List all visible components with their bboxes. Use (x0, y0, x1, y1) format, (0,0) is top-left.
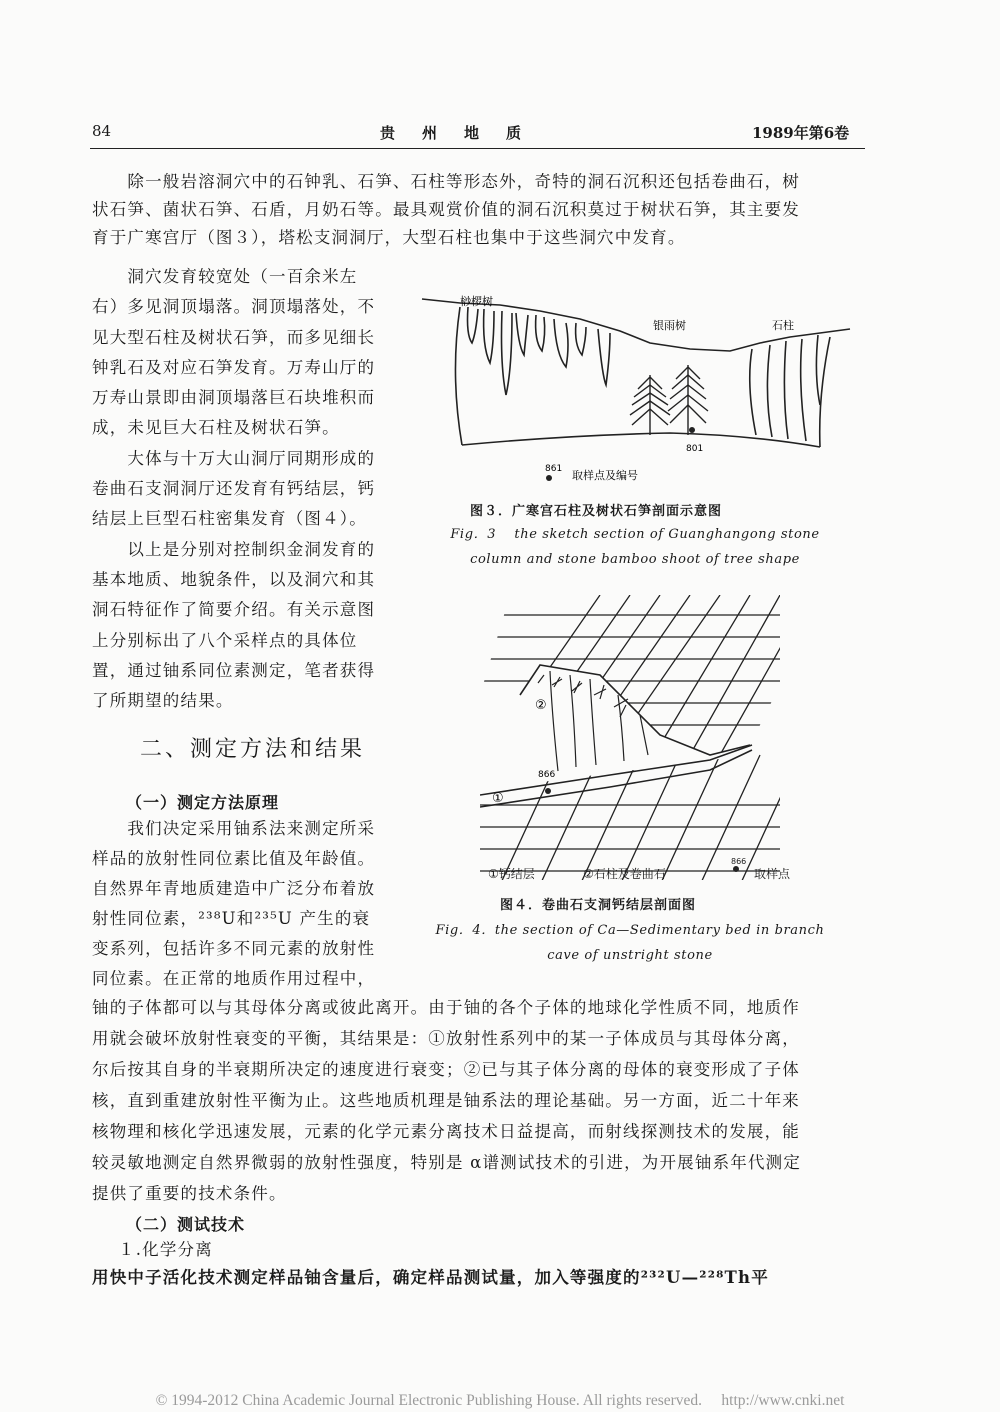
left-column-text-2 (92, 814, 412, 994)
text-line: 以上是分别对控制织金洞发育的 (92, 539, 376, 559)
text-line: 核，直到重建放射性平衡为止。这些地质机理是铀系法的理论基础。另一方面，近二十年来 (92, 1091, 800, 1110)
text-line: 万寿山景即由洞顶塌落巨石块堆积而 (92, 388, 376, 408)
legend-sample-dot (546, 475, 552, 481)
fig3-label-pillar: 石柱 (772, 319, 794, 332)
text-line: 尔后按其自身的半衰期所决定的速度进行衰变；②已与其子体分离的母体的衰变形成了子体 (92, 1060, 800, 1079)
fig3-caption-en (440, 522, 830, 572)
text-line: 自然界年青地质建造中广泛分布着放 (92, 879, 376, 898)
text-line: 用就会破坏放射性衰变的平衡，其结果是：①放射性系列中的某一子体成员与其母体分离， (92, 1029, 800, 1048)
fig4-mark-2: ② (535, 698, 547, 713)
figure-3-diagram (420, 285, 860, 490)
text-line: 成，未见巨大石柱及树状石笋。 (92, 418, 340, 438)
text-line: 状石笋、菌状石笋、石盾，月奶石等。最具观赏价值的洞石沉积莫过于树状石笋，其主要发 (92, 200, 800, 219)
fig3-label-yinyu: 银雨树 (653, 319, 686, 332)
fig3-legend-number: 861 (545, 464, 563, 474)
text-line: 见大型石柱及树状石笋，而多见细长 (92, 327, 376, 347)
fig4-legend-2: ②石柱及卷曲石 (583, 867, 666, 881)
text-line: 射性同位素，²³⁸U和²³⁵U 产生的衰 (92, 909, 371, 928)
left-column-text (92, 262, 412, 716)
header-rule (90, 148, 865, 149)
text-line: 育于广寒宫厅（图３），塔松支洞洞厅，大型石柱也集中于这些洞穴中发育。 (92, 228, 686, 247)
issue-label: 1989年第6卷 (752, 124, 850, 142)
text-line: 基本地质、地貌条件，以及洞穴和其 (92, 569, 376, 589)
fig3-sample-number: 801 (686, 444, 704, 454)
body-last-line: 用快中子活化技术测定样品铀含量后，确定样品测试量，加入等强度的²³²U—²²⁸Th平 (92, 1268, 769, 1287)
fig4-caption-en (420, 918, 840, 968)
page-number: 84 (92, 122, 112, 140)
subsection-title-2: （二）测试技术 (126, 1215, 246, 1234)
text-line: 除一般岩溶洞穴中的石钟乳、石笋、石柱等形态外，奇特的洞石沉积还包括卷曲石，树 (92, 172, 800, 191)
caption-line: Fig．4．the section of Ca—Sedimentary bed in branch (435, 923, 825, 938)
caption-line: Fig．3 the sketch section of Guanghangong stone (450, 527, 820, 542)
text-line: 同位素。在正常的地质作用过程中， (92, 969, 376, 988)
text-line: 卷曲石支洞洞厅还发育有钙结层，钙 (92, 479, 376, 499)
figure-4-diagram (480, 595, 780, 880)
text-line: 较灵敏地测定自然界微弱的放射性强度，特别是 α谱测试技术的引进，为开展铀系年代测定 (92, 1153, 802, 1172)
text-line: 铀的子体都可以与其母体分离或彼此离开。由于铀的各个子体的地球化学性质不同，地质作 (92, 998, 800, 1017)
fig4-caption-cn: 图４．卷曲石支洞钙结层剖面图 (500, 898, 697, 913)
text-line: 洞石特征作了简要介绍。有关示意图 (92, 600, 376, 620)
journal-title: 贵 州 地 质 (380, 124, 528, 142)
text-line: 钟乳石及对应石笋发育。万寿山厅的 (92, 357, 376, 377)
fig4-legend-number: 866 (731, 857, 747, 866)
text-line: 上分别标出了八个采样点的具体位 (92, 630, 358, 650)
text-line: 大体与十万大山洞厅同期形成的 (92, 448, 376, 468)
item-heading: １.化学分离 (118, 1240, 213, 1259)
text-line: 样品的放射性同位素比值及年龄值。 (92, 849, 376, 868)
fig4-sample-number: 866 (538, 770, 556, 780)
text-line: 了所期望的结果。 (92, 691, 234, 711)
fig3-label-tree: 桫椤树 (460, 295, 493, 308)
body-paragraph (92, 992, 877, 1209)
text-line: 洞穴发育较宽处（一百余米左 (92, 267, 358, 286)
text-line: 核物理和核化学迅速发展，元素的化学元素分离技术日益提高，而射线探测技术的发展，能 (92, 1122, 800, 1141)
caption-line: cave of unstright stone (547, 948, 713, 963)
fig3-legend-text: 取样点及编号 (572, 469, 638, 482)
fig4-mark-1: ① (492, 791, 504, 806)
text-line: 提供了重要的技术条件。 (92, 1184, 287, 1203)
text-line: 我们决定采用铀系法来测定所采 (92, 819, 376, 838)
text-line: 变系列，包括许多不同元素的放射性 (92, 939, 376, 958)
fig4-legend-dot (733, 866, 739, 872)
text-line: 结层上巨型石柱密集发育（图４）。 (92, 509, 367, 529)
subsection-title: （一）测定方法原理 (126, 793, 280, 812)
fig4-legend-3: 取样点 (754, 867, 791, 881)
text-line: 右）多见洞顶塌落。洞顶塌落处，不 (92, 297, 376, 317)
section-title: 二、测定方法和结果 (140, 737, 366, 762)
text-line: 置，通过铀系同位素测定，笔者获得 (92, 660, 376, 680)
fig4-legend-1: ①钙结层 (488, 867, 535, 881)
sample-point (689, 427, 695, 433)
fig3-caption-cn: 图３．广寒宫石柱及树状石笋剖面示意图 (470, 504, 723, 519)
sample-point (545, 788, 551, 794)
caption-line: column and stone bamboo shoot of tree shape (470, 552, 800, 567)
copyright-footer: © 1994-2012 China Academic Journal Electronic Publishing House. All rights reserved. http://www.cnki.net (155, 1392, 845, 1409)
intro-paragraph (92, 168, 872, 252)
